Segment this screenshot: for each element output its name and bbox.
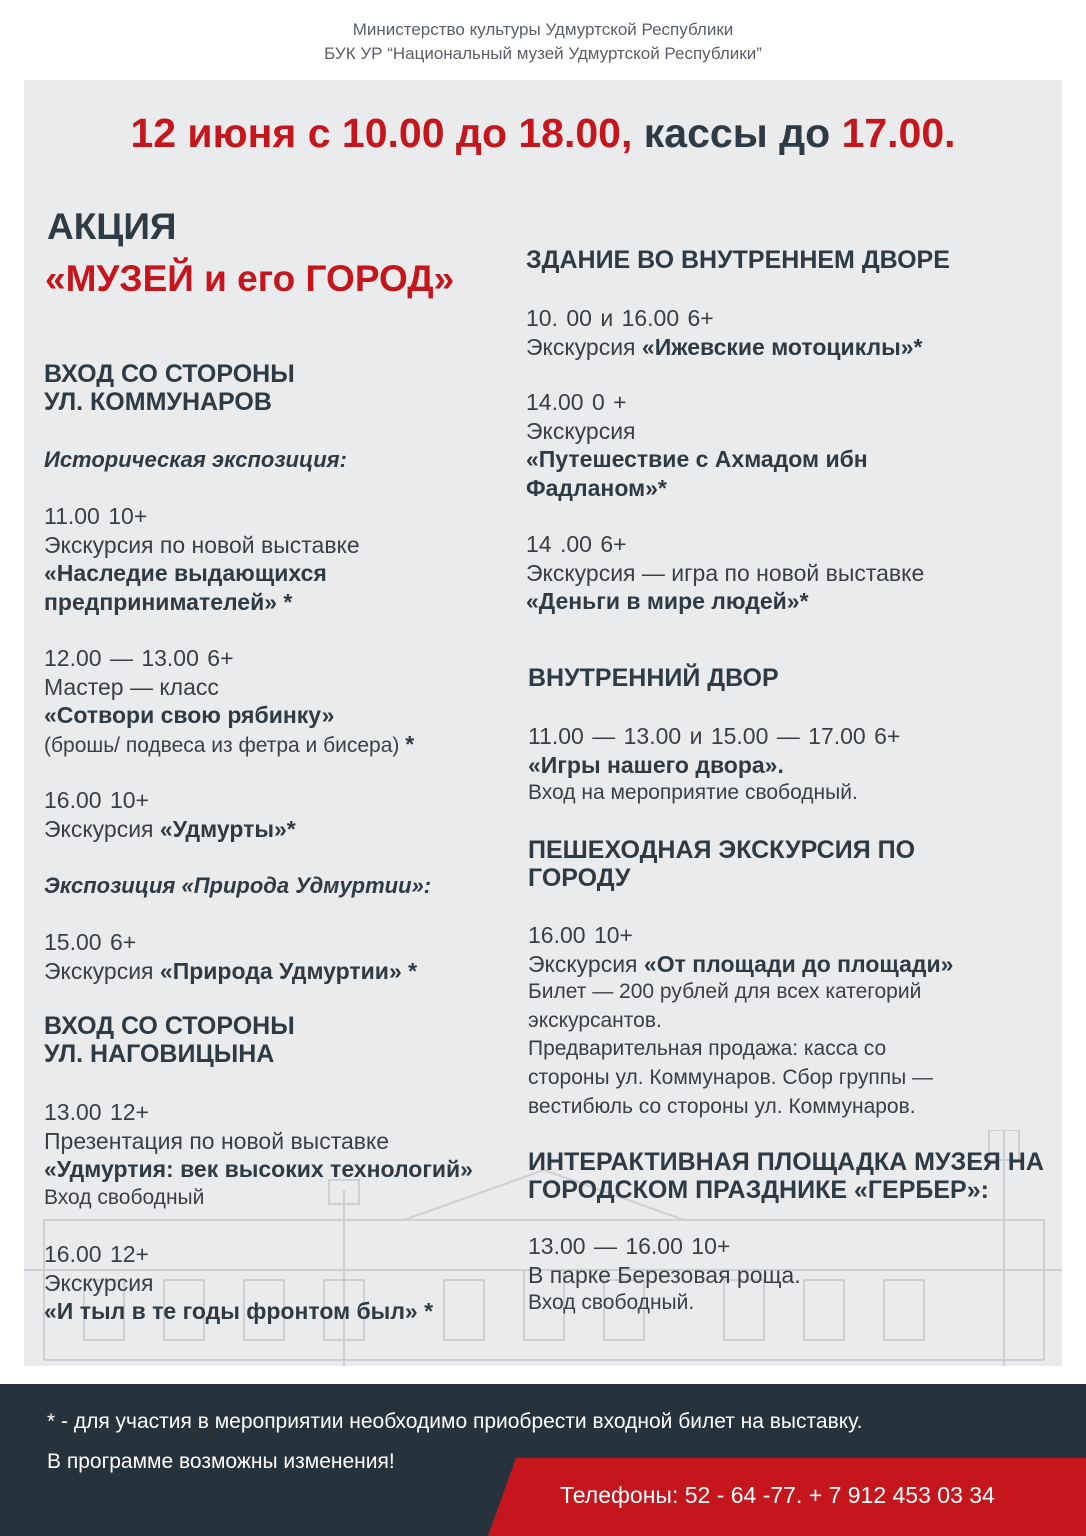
section-inner-yard-building: ЗДАНИЕ ВО ВНУТРЕННЕМ ДВОРЕ: [526, 246, 950, 274]
event-note: Вход свободный.: [528, 1291, 695, 1315]
event-time: 10. 00 и 16.00 6+: [526, 305, 714, 331]
event-time: 11.00 — 13.00 и 15.00 — 17.00 6+: [528, 723, 901, 749]
event-square-tour: [528, 921, 953, 1121]
event-time: 16.00 12+: [44, 1241, 149, 1267]
event-title: «Удмуртия: век высоких технологий»: [44, 1156, 473, 1183]
event-title: «Удмурты»*: [159, 815, 296, 842]
presale-note: Предварительная продажа: касса со: [528, 1037, 887, 1061]
ministry-header: [0, 18, 1086, 66]
event-time: 13.00 12+: [44, 1099, 149, 1125]
event-time: 16.00 10+: [528, 922, 633, 948]
subsection-nature: Экспозиция «Природа Удмуртии»:: [44, 873, 432, 898]
event-title-cont: Фадланом»*: [526, 474, 667, 501]
event-time: 13.00 — 16.00 10+: [528, 1233, 731, 1259]
event-title: «Наследие выдающихся: [44, 560, 327, 587]
program-changes-note: В программе возможны изменения!: [47, 1450, 395, 1473]
event-tech-presentation: [44, 1098, 473, 1212]
ticket-price-note: Билет — 200 рублей для всех категорий: [528, 980, 922, 1004]
section-walking-tour: ПЕШЕХОДНАЯ ЭКСКУРСИЯ ПО ГОРОДУ: [528, 836, 916, 892]
event-title: «Ижевские мотоциклы»*: [641, 333, 923, 360]
event-birch-grove: [528, 1232, 801, 1318]
event-title: «Игры нашего двора».: [528, 751, 784, 778]
event-type: Экскурсия: [44, 815, 160, 842]
event-type: Экскурсия: [526, 417, 636, 444]
action-name: «МУЗЕЙ и его ГОРОД»: [45, 258, 455, 299]
contact-phones: Телефоны: 52 - 64 -77. + 7 912 453 03 34: [560, 1482, 995, 1508]
event-nature-tour: [44, 928, 417, 985]
event-type: Экскурсия: [44, 1269, 154, 1296]
event-fadlan-tour: [526, 388, 868, 502]
event-type: Экскурсия: [528, 950, 644, 977]
event-time: 11.00 10+: [44, 503, 148, 529]
event-note: (брошь/ подвеса из фетра и бисера): [44, 733, 406, 757]
ticket-price-note-cont: экскурсантов.: [528, 1008, 662, 1032]
event-title: «Природа Удмуртии» *: [159, 957, 418, 984]
section-kommunarov-entrance: ВХОД СО СТОРОНЫ УЛ. КОММУНАРОВ: [44, 360, 295, 416]
ticket-star: *: [405, 730, 415, 757]
event-motorcycles-tour: [526, 304, 922, 361]
event-title: «И тыл в те годы фронтом был» *: [44, 1298, 434, 1325]
event-type: Экскурсия: [526, 333, 642, 360]
presale-note-cont: стороны ул. Коммунаров. Сбор группы —: [528, 1065, 934, 1089]
event-type: Экскурсия — игра по новой выставке: [526, 559, 925, 586]
event-title: «Путешествие с Ахмадом ибн: [526, 446, 868, 473]
ticket-requirement-note: * - для участия в мероприятии необходимо приобрести входной билет на выставку.: [47, 1410, 863, 1433]
subsection-historical: Историческая экспозиция:: [44, 447, 347, 472]
section-inner-yard: ВНУТРЕННИЙ ДВОР: [528, 664, 779, 692]
event-yard-games: [528, 722, 900, 808]
event-type: Мастер — класс: [44, 673, 219, 700]
event-time: 15.00 6+: [44, 929, 137, 955]
event-title: «Сотвори свою рябинку»: [44, 702, 335, 729]
event-time: 14.00 0 +: [526, 389, 627, 415]
event-title: «Деньги в мире людей»*: [526, 588, 809, 615]
event-time: 12.00 — 13.00 6+: [44, 645, 234, 671]
event-date-headline: [0, 110, 1086, 157]
event-udmurty-tour: [44, 786, 296, 843]
ministry-line: Министерство культуры Удмуртской Республики: [352, 20, 734, 39]
action-label: АКЦИЯ: [47, 206, 177, 247]
cashier-time: 17.00.: [841, 110, 956, 156]
cashier-label: кассы до: [632, 110, 842, 156]
event-note: Вход на мероприятие свободный.: [528, 781, 858, 805]
event-masterclass: [44, 644, 414, 760]
event-home-front-tour: [44, 1240, 433, 1326]
meeting-point-note: вестибюль со стороны ул. Коммунаров.: [528, 1094, 916, 1118]
event-type: Экскурсия: [44, 957, 160, 984]
event-note: Вход свободный: [44, 1185, 205, 1209]
event-heritage-tour: [44, 502, 360, 616]
event-type: Презентация по новой выставке: [44, 1127, 390, 1154]
museum-line: БУК УР “Национальный музей Удмуртской Республики”: [324, 44, 762, 63]
event-time: 14 .00 6+: [526, 531, 627, 557]
section-nagovitsyna-entrance: ВХОД СО СТОРОНЫ УЛ. НАГОВИЦЫНА: [44, 1012, 295, 1068]
event-title: «От площади до площади»: [643, 950, 954, 977]
date-hours: 12 июня с 10.00 до 18.00,: [130, 110, 633, 156]
section-gerber-festival: ИНТЕРАКТИВНАЯ ПЛОЩАДКА МУЗЕЯ НА ГОРОДСКОМ ПРАЗДНИКЕ «ГЕРБЕР»:: [528, 1148, 1044, 1204]
event-title-cont: предпринимателей» *: [44, 588, 293, 615]
event-time: 16.00 10+: [44, 787, 149, 813]
event-money-game: [526, 530, 924, 616]
event-location: В парке Березовая роща.: [528, 1261, 801, 1288]
event-type: Экскурсия по новой выставке: [44, 531, 360, 558]
